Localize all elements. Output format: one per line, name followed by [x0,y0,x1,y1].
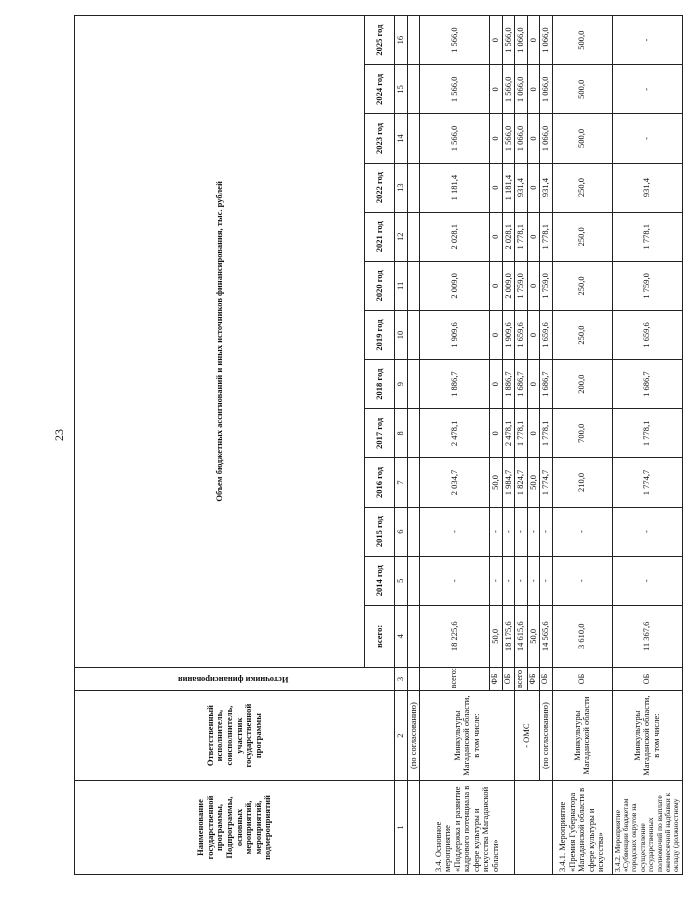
value-cell: 0 [527,310,540,359]
value-cell: 1 909,6 [502,310,515,359]
value-cell: 1 774,7 [540,458,553,507]
header-total: всего: [365,605,395,667]
header-year: 2020 год [365,261,395,310]
value-cell: 50,0 [527,458,540,507]
value-cell: 1 181,4 [420,163,490,212]
value-cell: 2 478,1 [502,409,515,458]
value-cell: 2 478,1 [420,409,490,458]
header-source-text: Источники финансирования [178,674,289,685]
source-cell: ФБ [527,667,540,691]
header-year: 2017 год [365,409,395,458]
value-cell: 1 686,7 [540,360,553,409]
table-row [515,16,528,875]
col-number: 9 [395,360,408,409]
value-cell: 1 774,7 [612,458,682,507]
value-cell: 1 566,0 [420,114,490,163]
value-cell: 0 [490,163,503,212]
value-cell: 1 659,6 [540,310,553,359]
value-cell: 1 909,6 [420,310,490,359]
value-cell: - [612,16,682,65]
value-cell: 18 175,6 [502,605,515,667]
value-cell: 931,4 [612,163,682,212]
col-number: 2 [395,691,408,781]
executor-cell: (по согласованию) [540,691,553,781]
value-cell: 1 778,1 [612,212,682,261]
value-cell: 3 610,0 [552,605,612,667]
name-cell [407,780,420,874]
value-cell: 0 [527,65,540,114]
value-cell: - [420,507,490,556]
value-cell: 250,0 [552,310,612,359]
value-cell: 250,0 [552,163,612,212]
header-name: Наименование государственной программы, Подпрограммы, основных мероприятий, мероприятий, подмероприятий [75,780,395,874]
value-cell: 1 686,7 [612,360,682,409]
value-cell: 1 066,0 [540,114,553,163]
value-cell: 0 [490,65,503,114]
source-cell: ОБ [612,667,682,691]
value-cell: 0 [490,310,503,359]
header-year: 2019 год [365,310,395,359]
value-cell: 50,0 [527,605,540,667]
value-cell: - [612,114,682,163]
header-year: 2021 год [365,212,395,261]
value-cell: 1 778,1 [612,409,682,458]
value-cell: 931,4 [540,163,553,212]
value-cell: 2 009,0 [420,261,490,310]
value-cell: 1 181,4 [502,163,515,212]
name-cell: 3.4.1. Мероприятие «Премия Губернатора Магаданской области в сфере культуры и искусства» [552,780,612,874]
value-cell: 2 034,7 [420,458,490,507]
value-cell: - [612,507,682,556]
table-row [612,16,682,875]
value-cell: 0 [527,16,540,65]
value-cell: 11 367,6 [612,605,682,667]
value-cell: 1 778,1 [515,409,528,458]
funding-table [74,15,683,875]
value-cell: - [612,65,682,114]
value-cell: - [515,556,528,605]
source-cell: ОБ [552,667,612,691]
header-funding-title: Объем бюджетных ассигнований и иных источников финансирования, тыс. рублей [75,16,365,668]
name-cell: 3.4. Основное мероприятие «Поддержка и развитие кадрового потенциала в сфере культуры и искусства Магаданской области» [420,780,515,874]
value-cell: 0 [490,360,503,409]
value-cell: 0 [527,212,540,261]
source-cell: ФБ [490,667,503,691]
header-year: 2015 год [365,507,395,556]
value-cell: - [502,507,515,556]
value-cell: - [552,507,612,556]
rotated-table-container [74,15,681,875]
source-cell: ОБ [502,667,515,691]
executor-cell: Минкультуры Магаданской области, в том числе: [420,691,515,781]
value-cell: 1 066,0 [515,65,528,114]
value-cell: 1 566,0 [502,16,515,65]
source-cell: всего: [420,667,490,691]
value-cell: 0 [527,261,540,310]
value-cell: 1 759,0 [515,261,528,310]
value-cell: 700,0 [552,409,612,458]
value-cell: 2 028,1 [420,212,490,261]
value-cell: 1 066,0 [540,65,553,114]
value-cell: 210,0 [552,458,612,507]
value-cell: - [515,507,528,556]
value-cell: 1 759,0 [540,261,553,310]
value-cell: 0 [527,409,540,458]
col-number: 11 [395,261,408,310]
executor-cell: (по согласованию) [407,691,420,781]
value-cell: 0 [490,114,503,163]
col-number: 16 [395,16,408,65]
col-number: 6 [395,507,408,556]
value-cell: 14 565,6 [540,605,553,667]
value-cell: 0 [527,163,540,212]
value-cell: 18 225,6 [420,605,490,667]
executor-cell: - ОМС [515,691,540,781]
col-number: 13 [395,163,408,212]
value-cell: 250,0 [552,261,612,310]
value-cell: 0 [490,16,503,65]
header-year: 2023 год [365,114,395,163]
value-cell: 2 028,1 [502,212,515,261]
col-number: 4 [395,605,408,667]
header-year: 2025 год [365,16,395,65]
value-cell: 1 686,7 [515,360,528,409]
table-row [420,16,490,875]
value-cell: - [540,556,553,605]
executor-cell: Минкультуры Магаданской области, в том числе: [612,691,682,781]
value-cell: - [490,556,503,605]
value-cell: 1 886,7 [502,360,515,409]
value-cell: 1 566,0 [420,16,490,65]
name-cell: 3.4.2. Мероприятие «Субвенции бюджетам городских округов на осуществление государственных полномочий по выплате ежемесячной надбавки к окладу (должностному [612,780,682,874]
value-cell: 50,0 [490,605,503,667]
col-number: 5 [395,556,408,605]
value-cell: - [527,507,540,556]
value-cell: - [552,556,612,605]
header-year: 2016 год [365,458,395,507]
table-row [540,16,553,875]
header-year: 2024 год [365,65,395,114]
table-row [552,16,612,875]
value-cell: 1 778,1 [540,409,553,458]
value-cell: 14 615,6 [515,605,528,667]
value-cell: 2 009,0 [502,261,515,310]
value-cell: 1 066,0 [515,114,528,163]
header-executor: Ответственный исполнитель, соисполнитель, участник государственной программы [75,691,395,781]
value-cell: - [420,556,490,605]
col-number: 15 [395,65,408,114]
value-cell: 1 566,0 [502,114,515,163]
col-number: 3 [395,667,408,691]
value-cell: 1 759,0 [612,261,682,310]
value-cell: 250,0 [552,212,612,261]
value-cell: 931,4 [515,163,528,212]
value-cell: 0 [490,212,503,261]
value-cell: 500,0 [552,114,612,163]
value-cell: 50,0 [490,458,503,507]
value-cell: - [527,556,540,605]
value-cell: 0 [490,409,503,458]
value-cell: 0 [490,261,503,310]
table-row [407,16,420,875]
value-cell: 1 778,1 [540,212,553,261]
col-number: 7 [395,458,408,507]
header-year: 2018 год [365,360,395,409]
value-cell: 500,0 [552,65,612,114]
value-cell: 0 [527,114,540,163]
col-number: 1 [395,780,408,874]
header-year: 2022 год [365,163,395,212]
col-number: 14 [395,114,408,163]
col-number: 10 [395,310,408,359]
value-cell: 1 659,6 [612,310,682,359]
value-cell: 1 659,6 [515,310,528,359]
value-cell: - [612,556,682,605]
value-cell: - [502,556,515,605]
value-cell: - [540,507,553,556]
executor-cell: Минкультуры Магаданской области [552,691,612,781]
value-cell: 0 [527,360,540,409]
value-cell: 1 566,0 [420,65,490,114]
header-year: 2014 год [365,556,395,605]
value-cell: - [490,507,503,556]
value-cell: 200,0 [552,360,612,409]
name-cell [515,780,553,874]
header-source [75,667,395,691]
col-number: 8 [395,409,408,458]
value-cell: 1 778,1 [515,212,528,261]
col-number: 12 [395,212,408,261]
page-number: 23 [52,429,66,441]
value-cell: 1 066,0 [515,16,528,65]
value-cell: 1 886,7 [420,360,490,409]
value-cell: 500,0 [552,16,612,65]
value-cell: 1 984,7 [502,458,515,507]
value-cell: 1 566,0 [502,65,515,114]
source-cell: всего [515,667,528,691]
source-cell: ОБ [540,667,553,691]
value-cell: 1 066,0 [540,16,553,65]
value-cell: 1 824,7 [515,458,528,507]
